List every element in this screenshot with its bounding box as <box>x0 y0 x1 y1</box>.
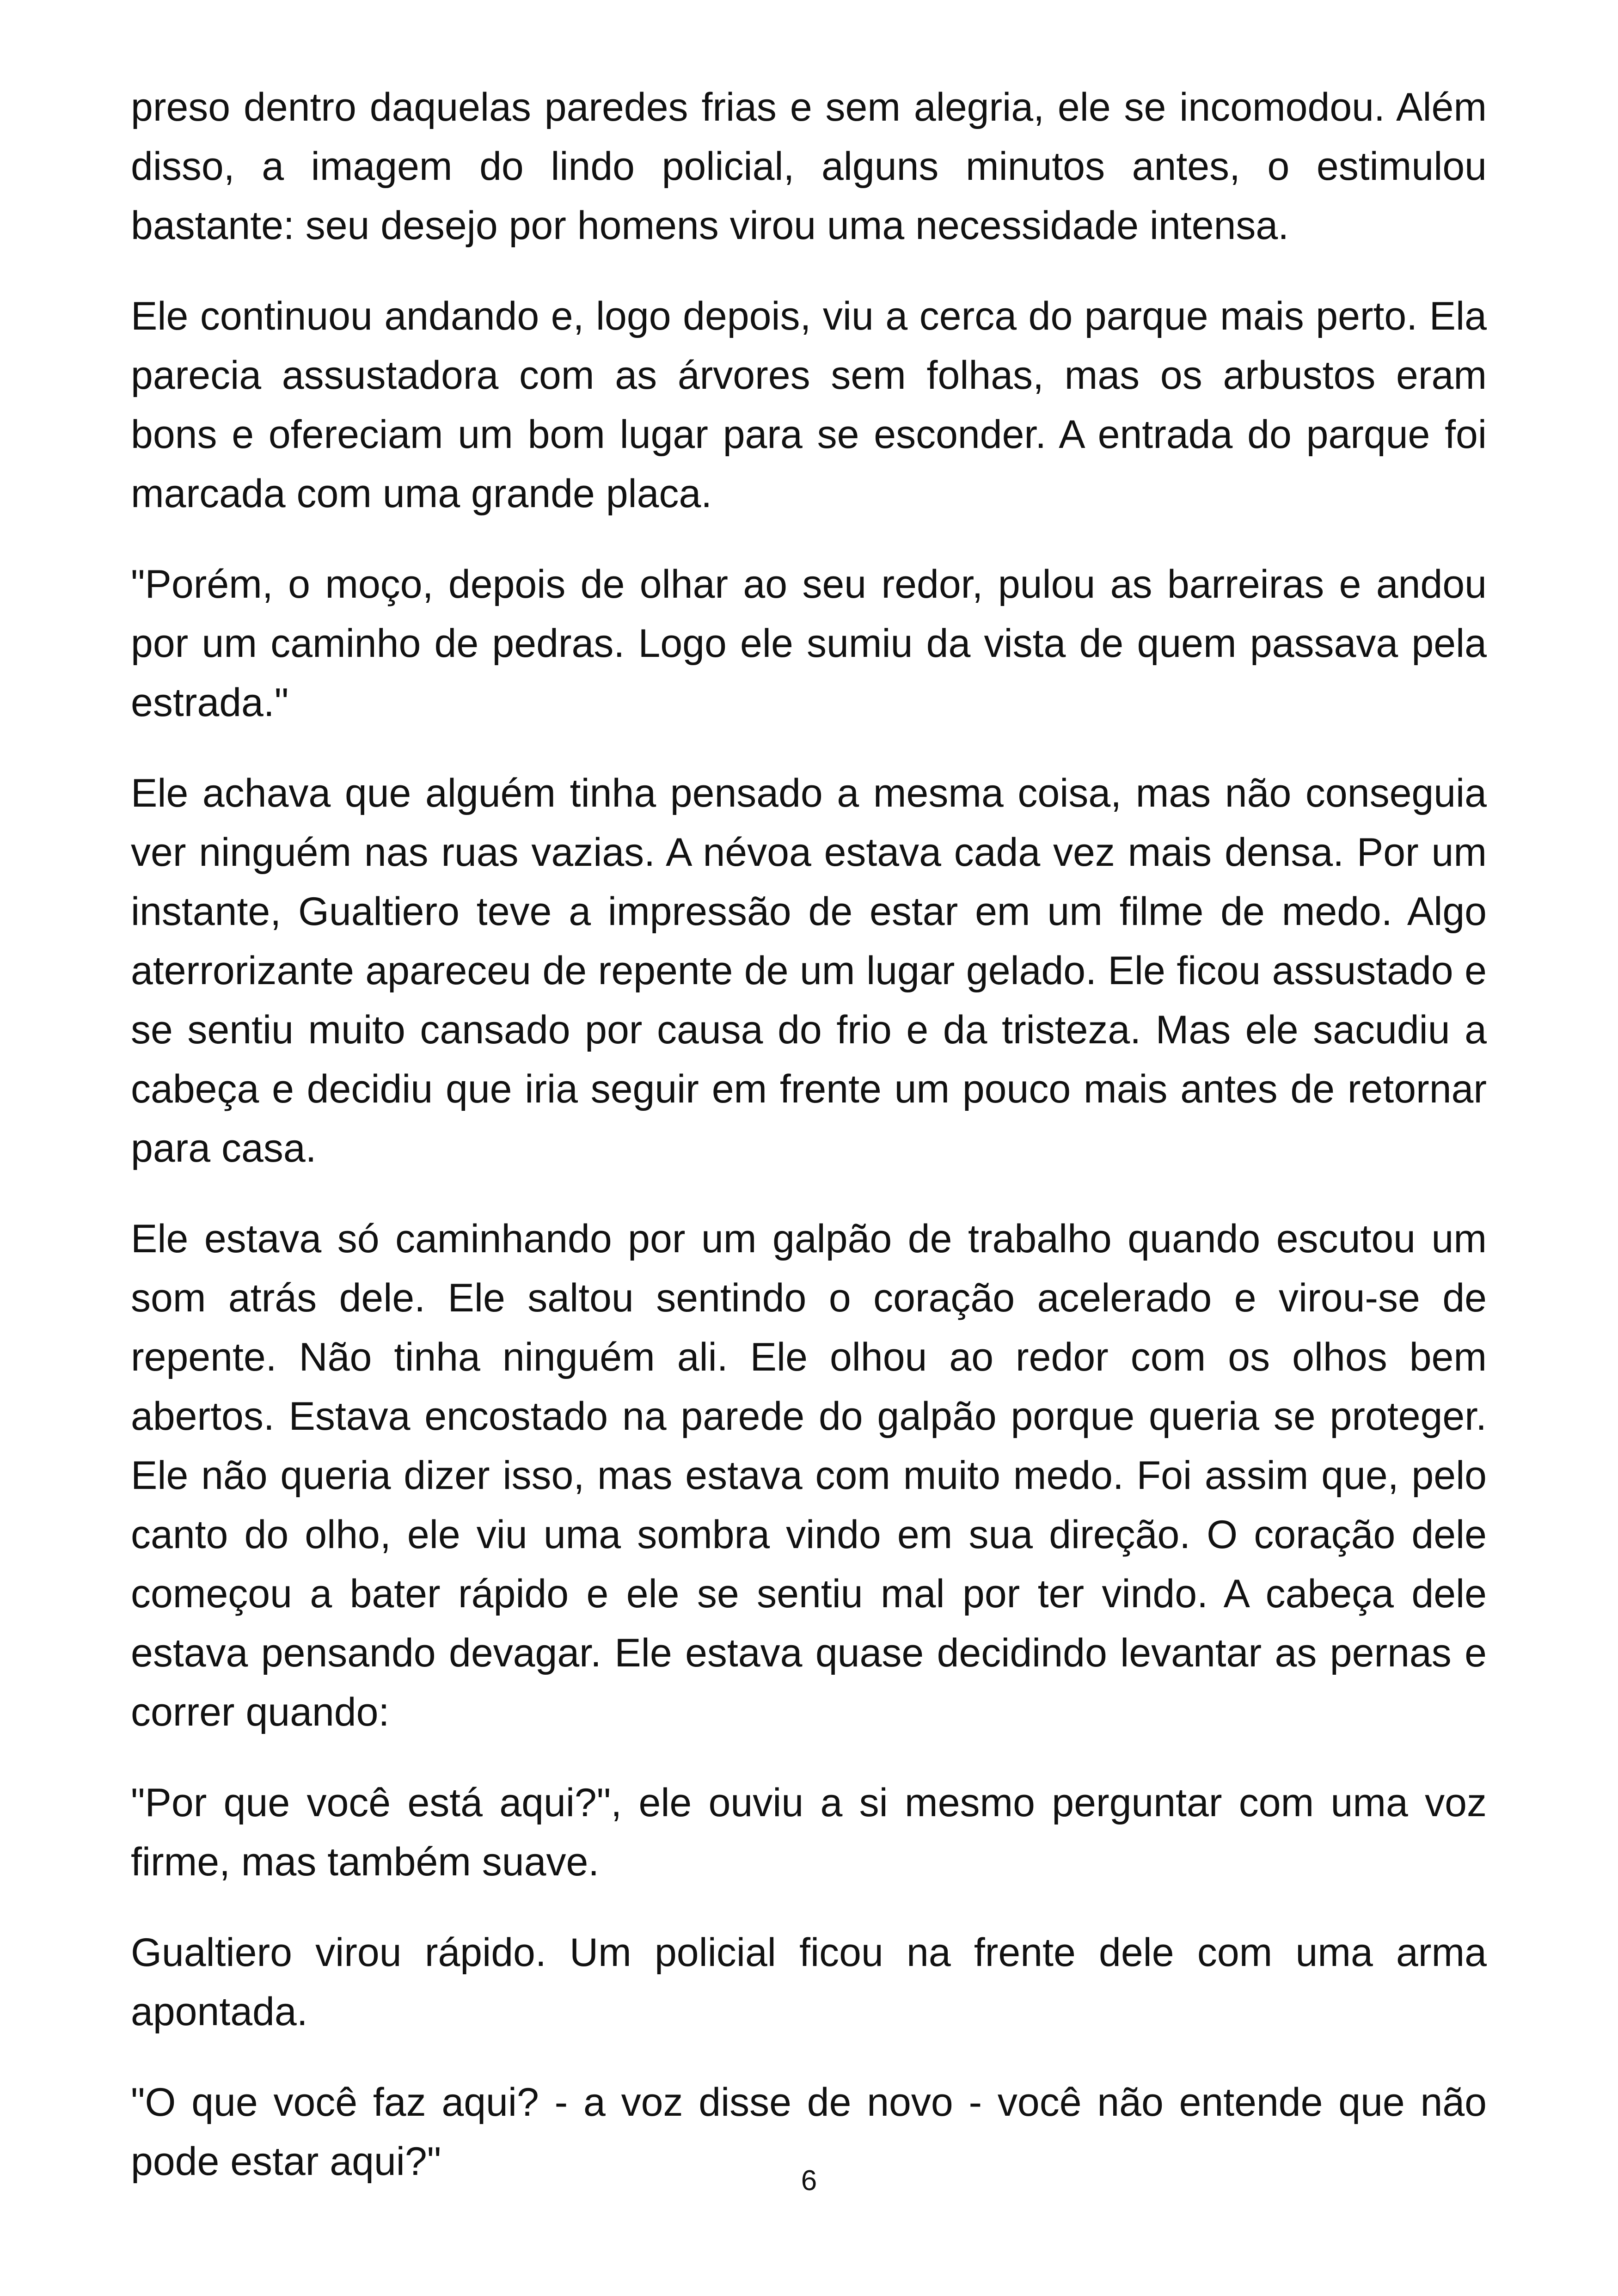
body-text <box>131 78 1487 2223</box>
page-number: 6 <box>801 2165 817 2197</box>
paragraph: preso dentro daquelas paredes frias e sem alegria, ele se incomodou. Além disso, a imagem do lindo policial, alguns minutos antes, o estimulou bastante: seu desejo por homens virou uma necessidade intensa. <box>131 85 1487 248</box>
paragraph: "Porém, o moço, depois de olhar ao seu redor, pulou as barreiras e andou por um caminho de pedras. Logo ele sumiu da vista de quem passava pela estrada." <box>131 562 1487 725</box>
paragraph: Gualtiero virou rápido. Um policial ficou na frente dele com uma arma apontada. <box>131 1930 1487 2034</box>
paragraph: Ele estava só caminhando por um galpão de trabalho quando escutou um som atrás dele. Ele saltou sentindo o coração acelerado e virou-se de repente. Não tinha ninguém ali. Ele olhou ao redor com os olhos bem abertos. Estava encostado na parede do galpão porque queria se proteger. Ele não queria dizer isso, mas estava com muito medo. Foi assim que, pelo canto do olho, ele viu uma sombra vindo em sua direção. O coração dele começou a bater rápido e ele se sentiu mal por ter vindo. A cabeça dele estava pensando devagar. Ele estava quase decidindo levantar as pernas e correr quando: <box>131 1217 1487 1734</box>
paragraph: Ele continuou andando e, logo depois, viu a cerca do parque mais perto. Ela parecia assustadora com as árvores sem folhas, mas os arbustos eram bons e ofereciam um bom lugar para se esconder. A entrada do parque foi marcada com uma grande placa. <box>131 294 1487 516</box>
paragraph: Ele achava que alguém tinha pensado a mesma coisa, mas não conseguia ver ninguém nas ruas vazias. A névoa estava cada vez mais densa. Por um instante, Gualtiero teve a impressão de estar em um filme de medo. Algo aterrorizante apareceu de repente de um lugar gelado. Ele ficou assustado e se sentiu muito cansado por causa do frio e da tristeza. Mas ele sacudiu a cabeça e decidiu que iria seguir em frente um pouco mais antes de retornar para casa. <box>131 771 1487 1170</box>
paragraph: "O que você faz aqui? - a voz disse de novo - você não entende que não pode estar aqui?" <box>131 2080 1487 2184</box>
paragraph: "Por que você está aqui?", ele ouviu a si mesmo perguntar com uma voz firme, mas também suave. <box>131 1781 1487 1884</box>
